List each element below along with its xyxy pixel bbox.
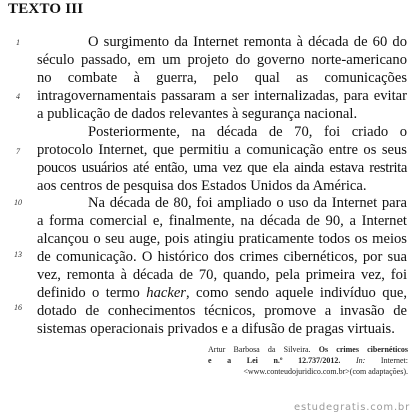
text-line: intragovernamentais passaram a ser internalizadas, para evitar	[37, 88, 407, 104]
line-number: 10	[14, 198, 22, 207]
italic-term: hacker	[146, 285, 186, 301]
text-line: de comunicação. O histórico dos crimes cibernéticos, por sua	[37, 249, 407, 265]
reference-line	[208, 366, 408, 377]
text-line	[37, 283, 407, 303]
reference-line	[208, 344, 408, 355]
text-line: protocolo Internet, que permitiu a comunicação entre os seus	[37, 142, 407, 158]
text-line: no combate à guerra, pelo qual as comunicações	[37, 70, 407, 86]
reference	[208, 344, 408, 377]
reference-url: <www.conteudojuridico.com.br>	[243, 367, 350, 376]
reference-note: (com adaptações).	[349, 367, 408, 376]
reference-in: In:	[355, 356, 366, 365]
line-number: 7	[16, 147, 20, 156]
text-line: aos centros de pesquisa dos Estados Unidos da América.	[37, 178, 367, 194]
text-line: vez, remonta à década de 70, quando, pela primeira vez, foi	[37, 267, 407, 283]
text-line: alcançou o seu auge, pois atingiu praticamente todos os meios	[37, 231, 407, 247]
line-number: 1	[16, 38, 20, 47]
reference-title: e a Lei n.º 12.737/2012.	[208, 356, 341, 365]
text-line: poucos usuários até então, uma vez que ela ainda estava restrita	[37, 160, 407, 176]
reference-line	[208, 355, 408, 366]
text-line: dotado de conhecimentos técnicos, promove a invasão de	[37, 303, 407, 319]
reference-title: Os crimes cibernéticos	[318, 345, 408, 354]
watermark: estudegratis.com.br	[294, 402, 410, 413]
text-line: Posteriormente, na década de 70, foi criado o	[88, 124, 407, 140]
text-line: a forma comercial e, finalmente, na década de 90, a Internet	[37, 213, 407, 229]
line-number: 4	[16, 92, 20, 101]
text-line: O surgimento da Internet remonta à década de 60 do	[88, 34, 407, 50]
text-line: sistemas operacionais privados e a difusão de pragas virtuais.	[37, 321, 395, 337]
reference-author: Artur Barbosa da Silveira.	[208, 345, 311, 354]
text-segment: definido o termo	[37, 285, 140, 301]
text-line: a publicação de dados relevantes à segurança nacional.	[37, 106, 358, 122]
reference-site: Internet:	[380, 356, 409, 365]
text-line: Na década de 80, foi ampliado o uso da Internet para	[88, 195, 407, 211]
text-segment: , como sendo aquele indivíduo que,	[185, 285, 407, 301]
text-title: TEXTO III	[8, 1, 84, 17]
line-number: 13	[14, 250, 22, 259]
text-line: século passado, em um projeto do governo norte-americano	[37, 52, 407, 68]
line-number: 16	[14, 303, 22, 312]
